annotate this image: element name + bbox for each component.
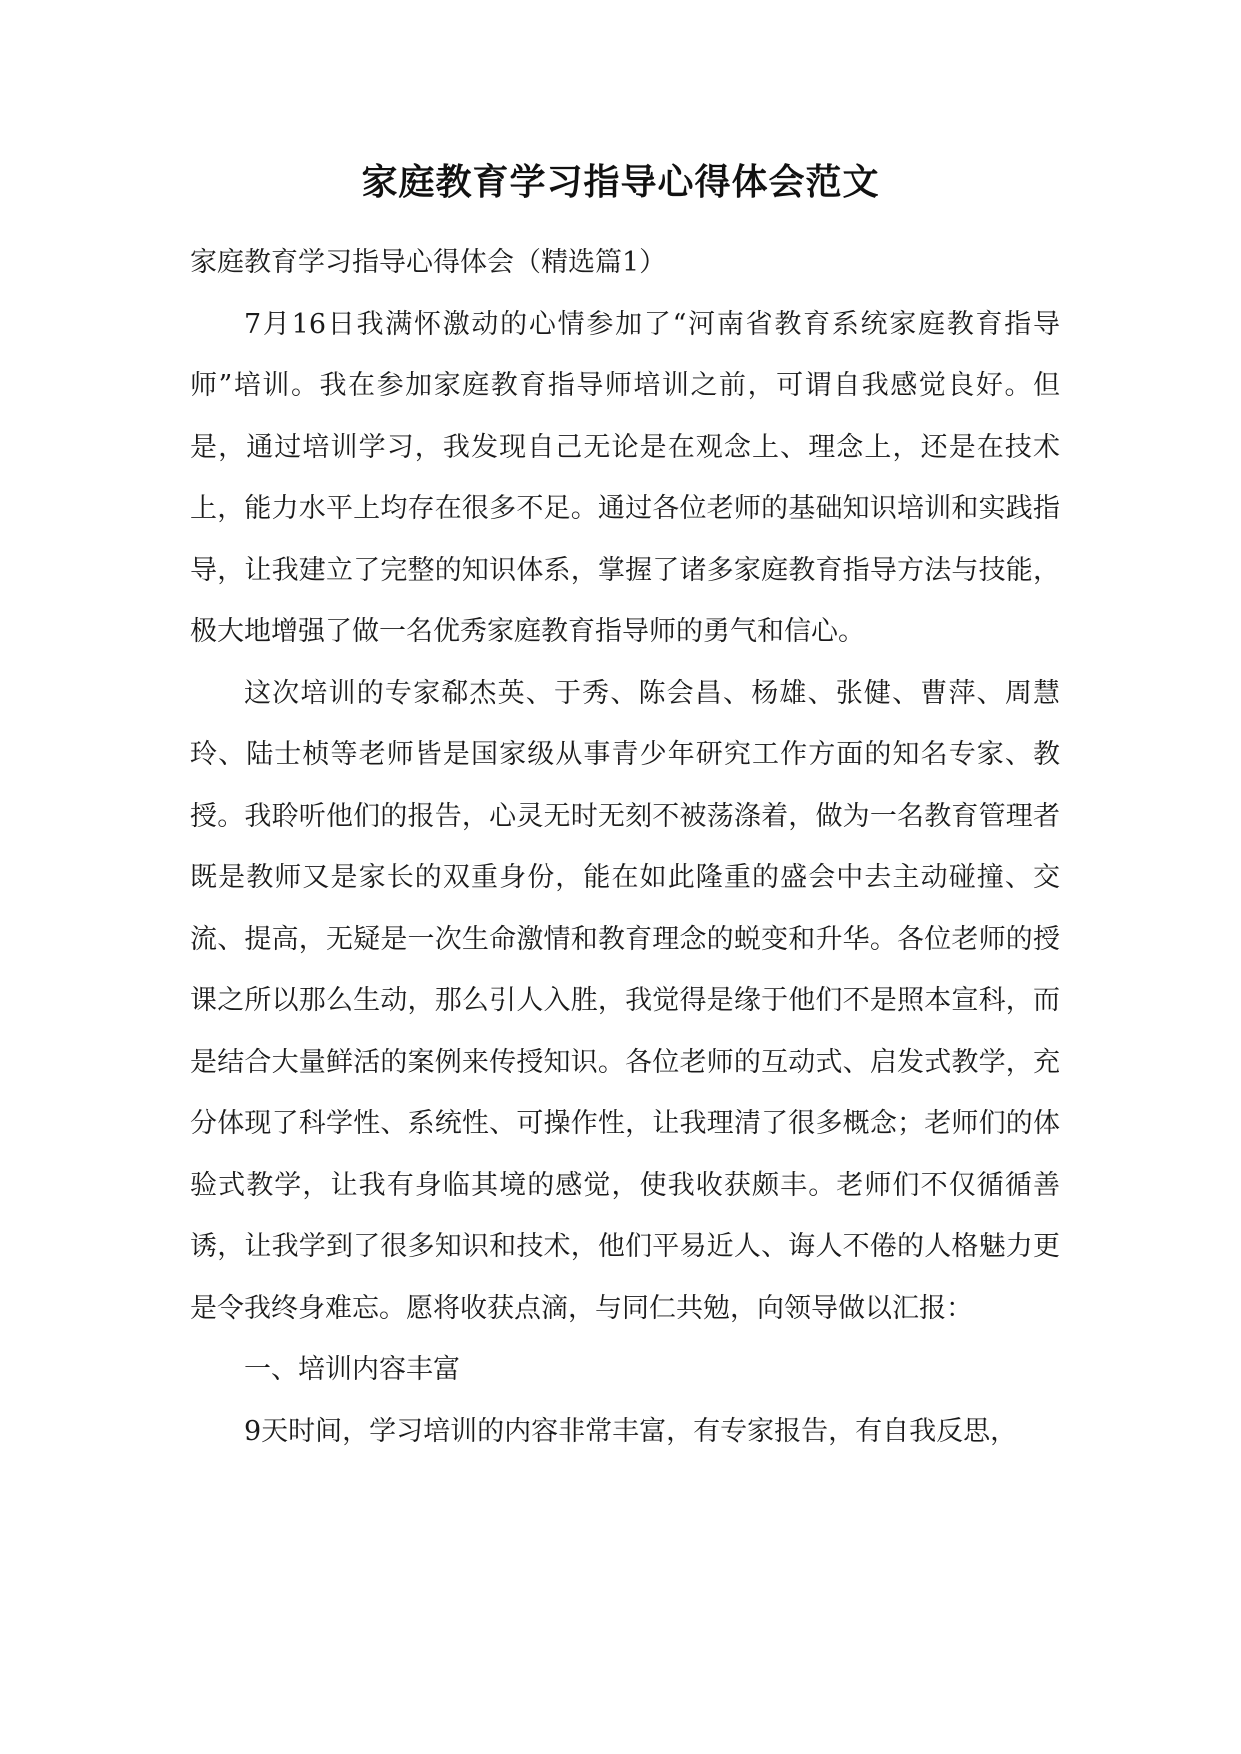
paragraph-1: 7月16日我满怀激动的心情参加了“河南省教育系统家庭教育指导师”培训。我在参加家庭教育指导师培训之前，可谓自我感觉良好。但是，通过培训学习，我发现自己无论是在观念上、理念上，还是在技术上，能力水平上均存在很多不足。通过各位老师的基础知识培训和实践指导，让我建立了完整的知识体系，掌握了诸多家庭教育指导方法与技能，极大地增强了做一名优秀家庭教育指导师的勇气和信心。 xyxy=(190,308,1060,647)
document-body xyxy=(190,232,1060,1462)
paragraph-3: 9天时间，学习培训的内容非常丰富，有专家报告，有自我反思， xyxy=(244,1415,1018,1447)
section-heading-1: 一、培训内容丰富 xyxy=(244,1354,460,1385)
document-title: 家庭教育学习指导心得体会范文 xyxy=(361,161,880,203)
subtitle: 家庭教育学习指导心得体会（精选篇1） xyxy=(190,247,667,278)
paragraph-2: 这次培训的专家郗杰英、于秀、陈会昌、杨雄、张健、曹萍、周慧玲、陆士桢等老师皆是国家级从事青少年研究工作方面的知名专家、教授。我聆听他们的报告，心灵无时无刻不被荡涤着，做为一名教育管理者既是教师又是家长的双重身份，能在如此隆重的盛会中去主动碰撞、交流、提高，无疑是一次生命激情和教育理念的蜕变和升华。各位老师的授课之所以那么生动，那么引人入胜，我觉得是缘于他们不是照本宣科，而是结合大量鲜活的案例来传授知识。各位老师的互动式、启发式教学，充分体现了科学性、系统性、可操作性，让我理清了很多概念；老师们的体验式教学，让我有身临其境的感觉，使我收获颇丰。老师们不仅循循善诱，让我学到了很多知识和技术，他们平易近人、诲人不倦的人格魅力更是令我终身难忘。愿将收获点滴，与同仁共勉，向领导做以汇报： xyxy=(190,677,1060,1324)
